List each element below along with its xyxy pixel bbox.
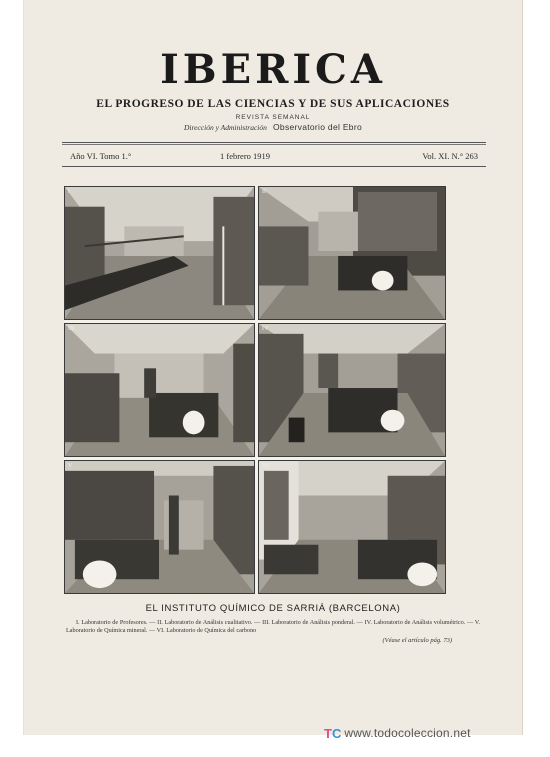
magazine-subtitle: EL PROGRESO DE LAS CIENCIAS Y DE SUS APLICACIONES — [96, 98, 450, 110]
laboratory-photo — [258, 323, 446, 457]
photo-number: II — [262, 189, 266, 195]
laboratory-photo — [64, 460, 255, 594]
photo-number: VI — [262, 463, 269, 469]
header-rule-top — [62, 142, 486, 143]
issue-date: 1 febrero 1919 — [220, 151, 271, 161]
direction-label: Dirección y Administración — [183, 123, 267, 132]
direction-value: Observatorio del Ebro — [273, 122, 362, 132]
watermark — [324, 724, 471, 742]
caption-reference: (Véase el artículo pág. 73) — [382, 637, 452, 644]
magazine-page — [24, 0, 522, 735]
photo-number: V — [68, 463, 73, 469]
caption-title: EL INSTITUTO QUÍMICO DE SARRIÁ (BARCELONA) — [145, 603, 401, 614]
laboratory-photo — [258, 460, 446, 594]
watermark-logo-t: T — [324, 725, 332, 741]
issue-year-volume: Año VI. Tomo 1.° — [70, 151, 132, 161]
photo-number: III — [68, 326, 74, 332]
masthead — [24, 48, 522, 92]
caption-text: I. Laboratorio de Profesores. — II. Laboratorio de Análisis cualitativo. — III. Laboratorio de Análisis ponderal. — IV. Laboratorio de Análisis volumétrico. — V. Laboratorio de Química mineral. — VI. Laboratorio de Química del carbono — [66, 619, 480, 634]
direction-line — [24, 122, 522, 132]
watermark-text: www.todocoleccion.net — [344, 726, 471, 740]
laboratory-photo — [64, 186, 255, 320]
laboratory-photo — [64, 323, 255, 457]
watermark-logo-c: C — [331, 725, 342, 741]
magazine-title: IBERICA — [160, 46, 386, 93]
photo-number: IV — [262, 326, 269, 332]
laboratory-photo — [258, 186, 446, 320]
watermark-logo — [324, 726, 341, 741]
photo-grid — [64, 186, 446, 594]
magazine-frequency: REVISTA SEMANAL — [235, 114, 311, 121]
header-rule-top-thin — [62, 144, 486, 145]
header-rule-bottom — [62, 166, 486, 167]
photo-number: I — [68, 189, 70, 195]
issue-number: Vol. XI. N.° 263 — [422, 151, 478, 161]
